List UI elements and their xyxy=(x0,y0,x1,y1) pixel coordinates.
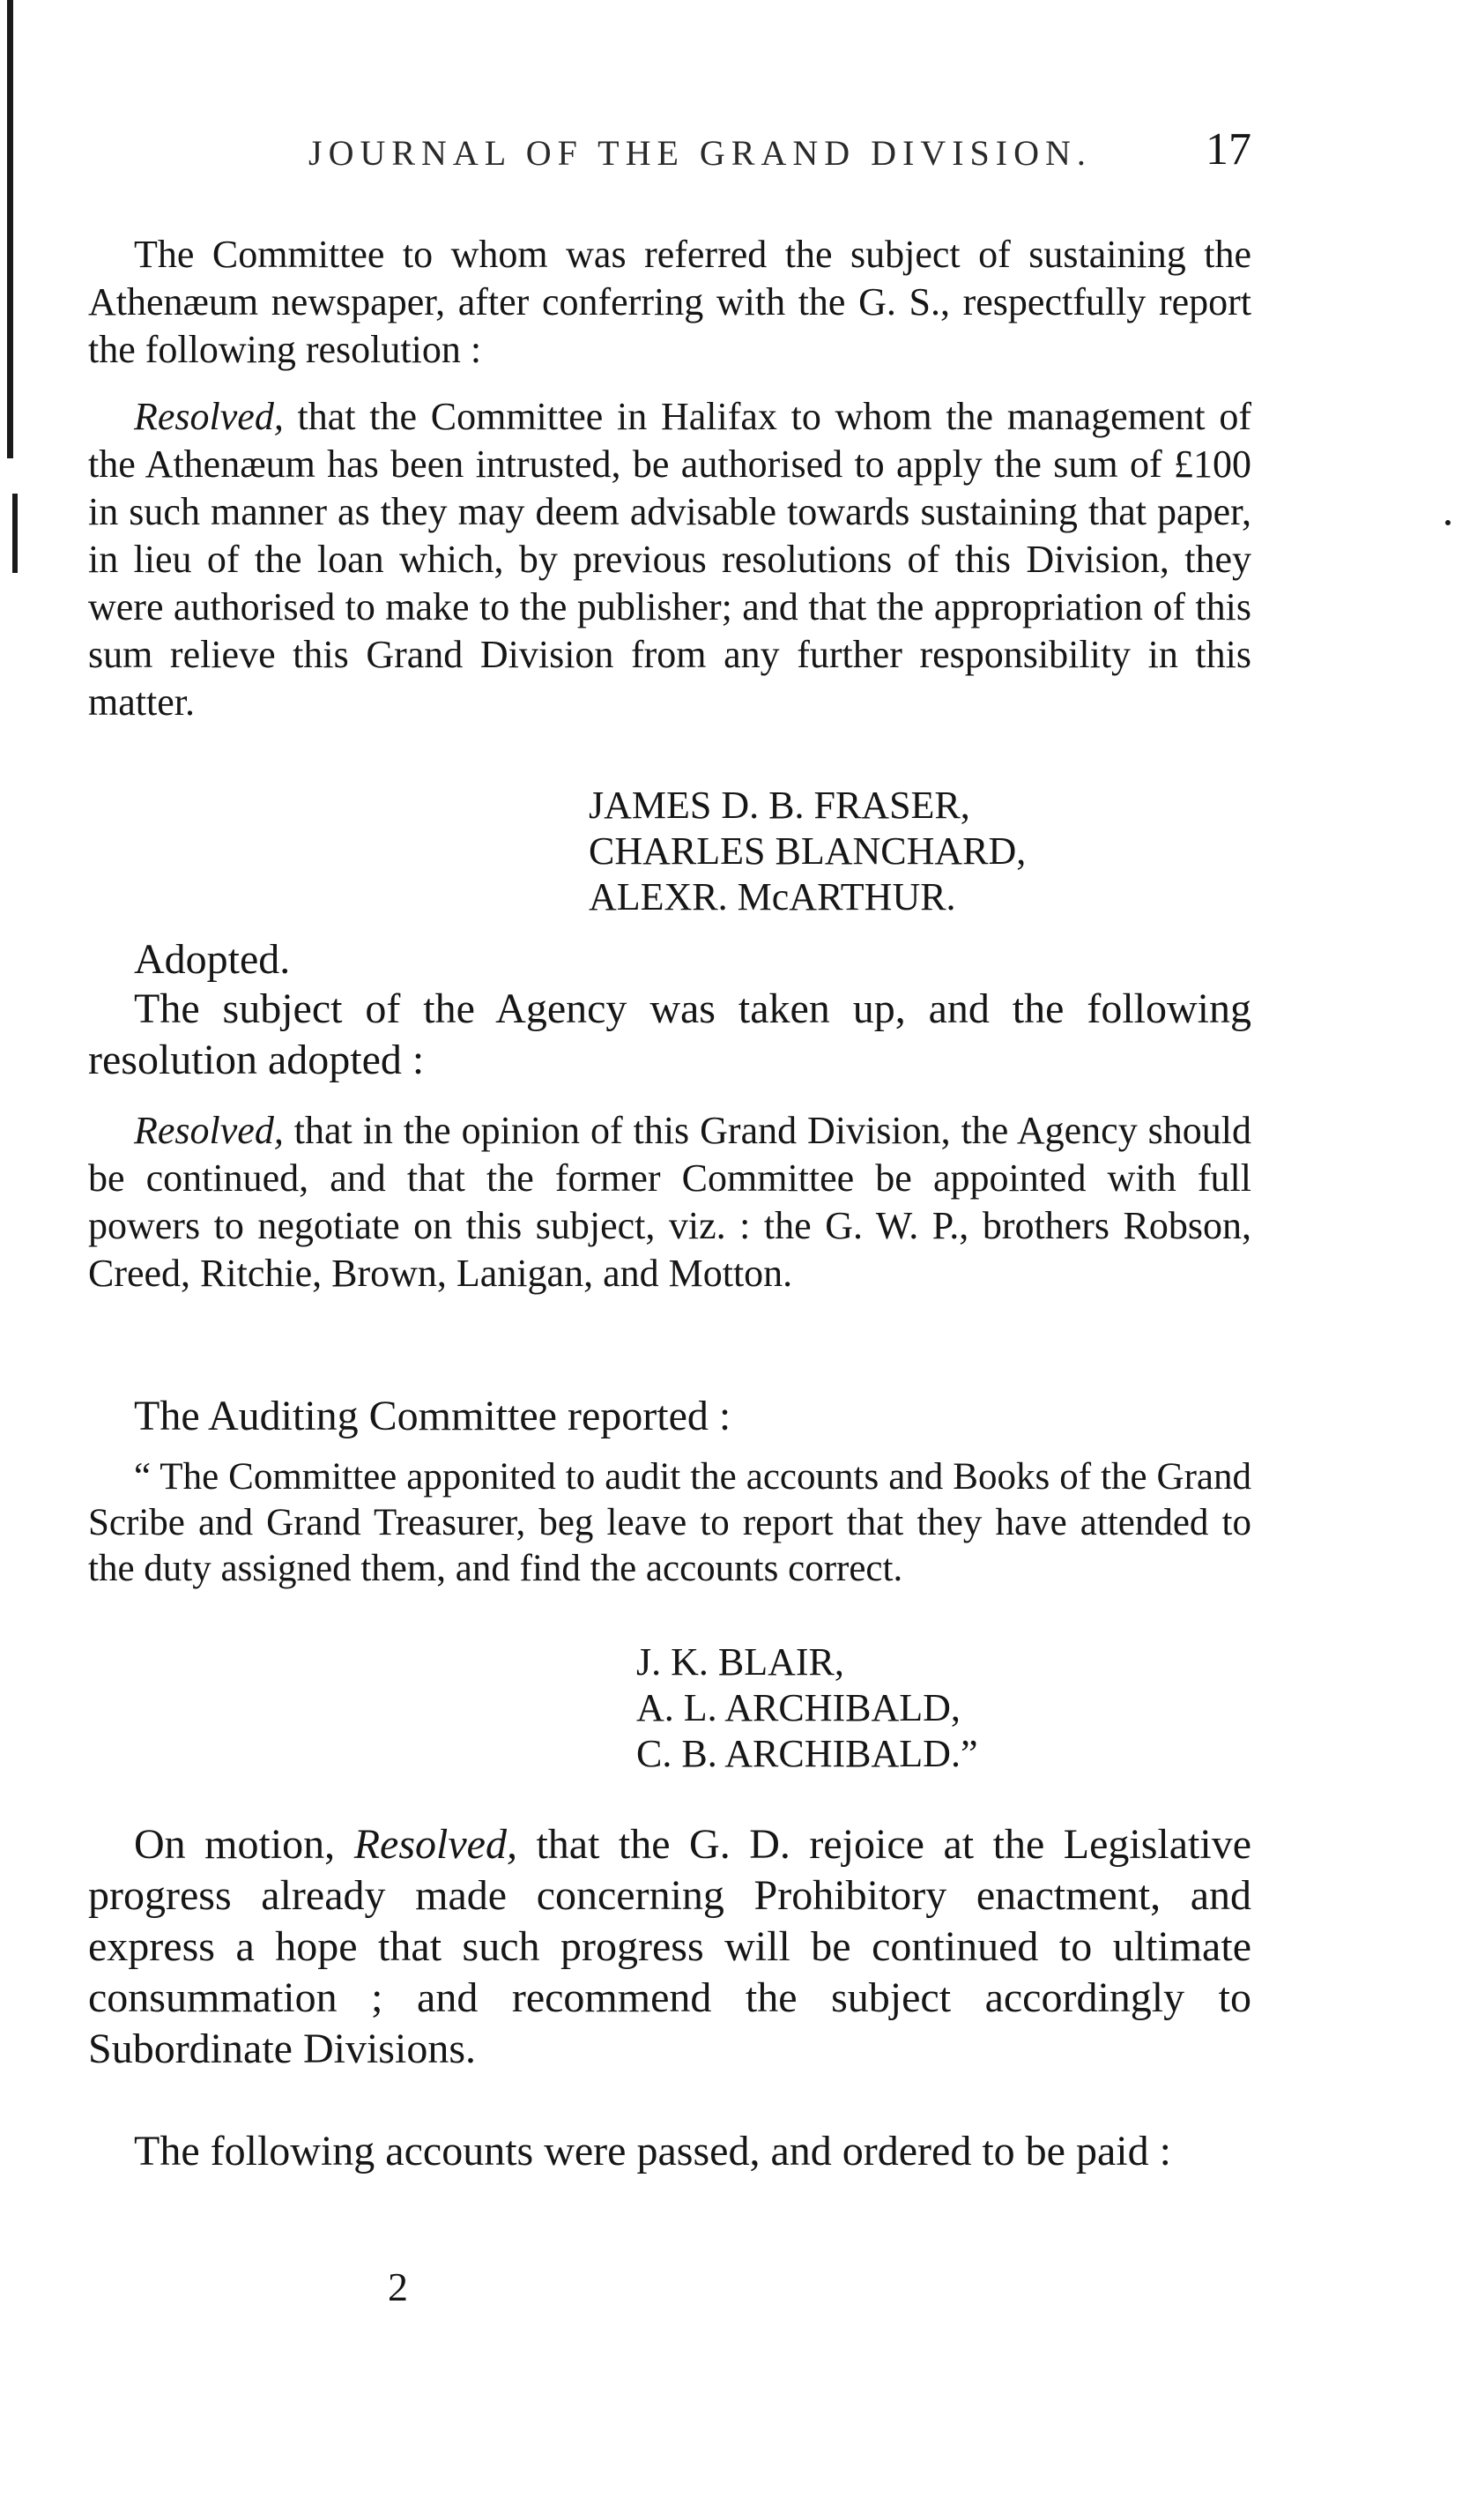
signature-line: J. K. BLAIR, xyxy=(636,1640,844,1684)
auditing-report: “ The Committee apponited to audit the accounts and Books of the Grand Scribe and Grand Treasurer, beg leave to report that they have attended to the duty assigned them, and find the accounts correct. xyxy=(88,1456,1251,1589)
resolution-text: that the G. D. rejoice at the Legislative progress already made concerning Prohibitory enactment, and express a hope that such progress will be continued to ultimate consummation ; and recommend the subject accordingly to Subordinate Divisions. xyxy=(88,1821,1252,2072)
signature-line: JAMES D. B. FRASER, xyxy=(589,784,970,827)
resolution-text: that the Committee in Halifax to whom the management of the Athenæum has been intrusted, be authorised to apply the sum of £100 in such manner as they may deem advisable towards sustaining that paper, in lieu of the loan which, by previous resolutions of this Division, they were authorised to make to the publisher; and that the appropriation of this sum relieve this Grand Division from any further responsibility in this matter. xyxy=(88,395,1251,724)
agency-resolution xyxy=(88,1107,1251,1297)
signature-line: C. B. ARCHIBALD.” xyxy=(636,1732,978,1775)
signature-line: A. L. ARCHIBALD, xyxy=(636,1686,961,1729)
scan-edge-dot xyxy=(1445,520,1451,525)
signature-block-2 xyxy=(636,1639,977,1777)
signature-mark: 2 xyxy=(388,2264,408,2309)
resolved-lead: Resolved, xyxy=(353,1821,517,1868)
signature-block-1 xyxy=(589,783,1026,920)
accounts-note: The following accounts were passed, and ordered to be paid : xyxy=(134,2128,1171,2174)
athenaeum-resolution xyxy=(88,393,1251,726)
resolved-lead: Resolved, xyxy=(134,395,284,438)
motion-resolution xyxy=(88,1819,1251,2075)
athenaeum-report: The Committee to whom was referred the subject of sustaining the Athenæum newspaper, after conferring with the G. S., respectfully report the following resolution : xyxy=(88,233,1251,371)
signature-line: CHARLES BLANCHARD, xyxy=(589,829,1027,873)
page-header xyxy=(97,124,1251,194)
motion-prefix: On motion, xyxy=(134,1821,354,1868)
agency-intro: The subject of the Agency was taken up, and the following resolution adopted : xyxy=(88,985,1251,1083)
running-title: JOURNAL OF THE GRAND DIVISION. xyxy=(308,133,1092,173)
adopted-note: Adopted. xyxy=(134,936,291,983)
auditing-intro: The Auditing Committee reported : xyxy=(134,1393,731,1439)
page-number: 17 xyxy=(1206,124,1251,175)
signature-line: ALEXR. McARTHUR. xyxy=(589,875,956,918)
scan-edge-mark xyxy=(7,0,13,458)
scan-edge-mark xyxy=(12,494,18,573)
resolution-text: that in the opinion of this Grand Division, the Agency should be continued, and that the former Committee be appointed with full powers to negotiate on this subject, viz. : the G. W. P., brothers Robson, Creed, Ritchie, Brown, Lanigan, and Motton. xyxy=(88,1109,1251,1295)
resolved-lead: Resolved, xyxy=(134,1109,284,1152)
